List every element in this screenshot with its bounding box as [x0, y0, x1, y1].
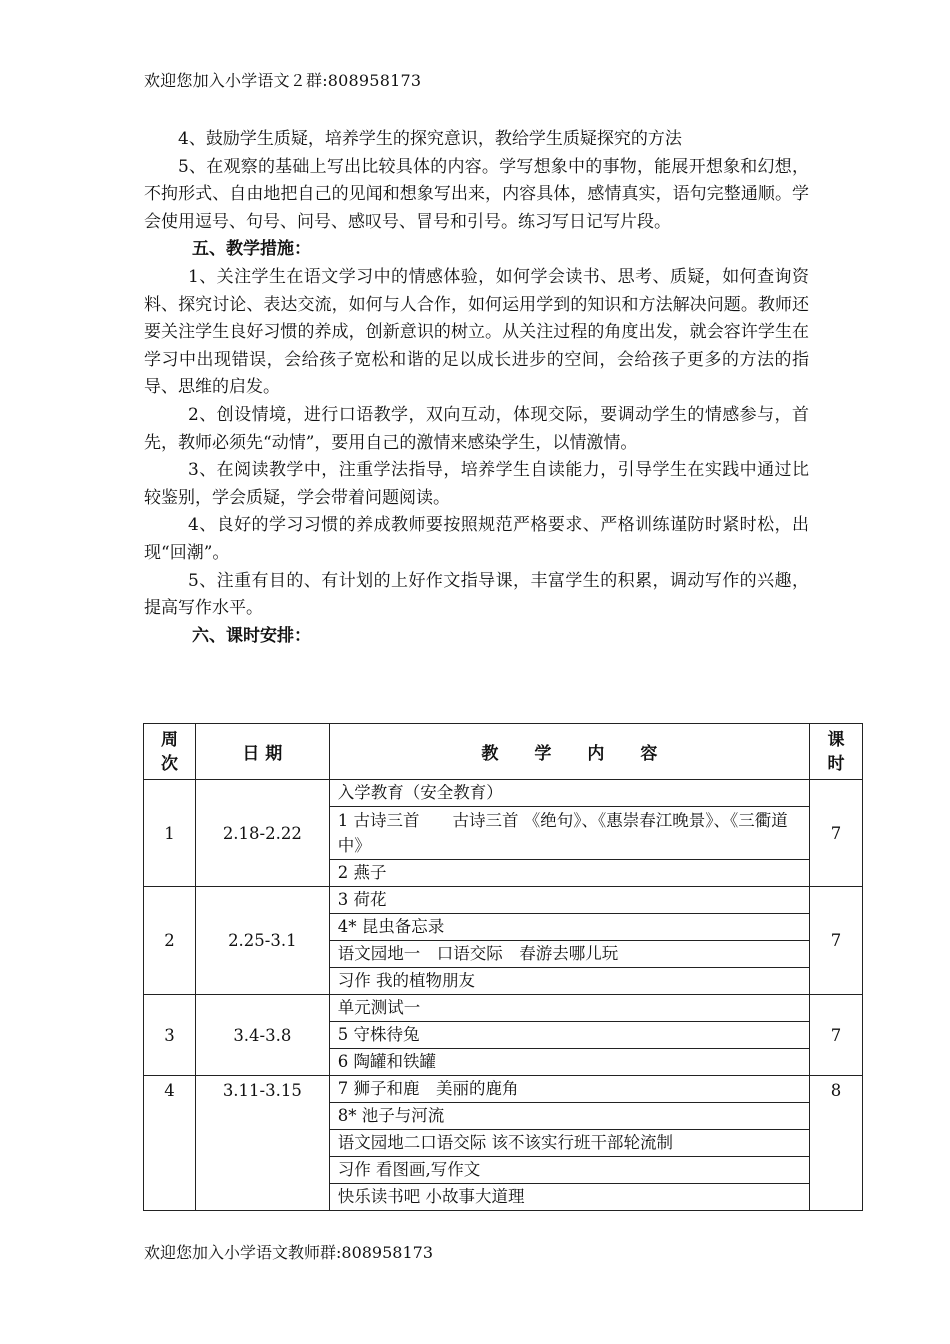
measure-2: 2、创设情境，进行口语教学，双向互动，体现交际，要调动学生的情感参与，首先，教师必须先“动情”，要用自己的激情来感染学生，以情激情。	[144, 404, 809, 453]
lesson-hours: 7	[810, 780, 863, 887]
header-hours: 课 时	[810, 724, 863, 780]
section-5-title: 五、教学措施：	[192, 239, 311, 260]
section-6-title: 六、课时安排：	[192, 625, 311, 646]
lesson-item: 6 陶罐和铁罐	[329, 1049, 809, 1076]
week-date: 3.4-3.8	[195, 995, 329, 1076]
lesson-hours: 7	[810, 995, 863, 1076]
table-row	[144, 995, 863, 1022]
lesson-item: 语文园地二口语交际 该不该实行班干部轮流制	[329, 1130, 809, 1157]
lesson-item: 单元测试一	[329, 995, 809, 1022]
measure-3: 3、在阅读教学中，注重学法指导，培养学生自读能力，引导学生在实践中通过比较鉴别，学会质疑，学会带着问题阅读。	[144, 460, 809, 508]
measure-1: 1、关注学生在语文学习中的情感体验，如何学会读书、思考、质疑，如何查询资料、探究讨论、表达交流，如何与人合作，如何运用学到的知识和方法解决问题。教师还要关注学生良好习惯的养成，创新意识的树立。从关注过程的角度出发，就会容许学生在学习中出现错误，会给孩子宽松和谐的足以成长进步的空间，会给孩子更多的方法的指导、思维的启发。	[144, 266, 809, 398]
measure-5: 5、注重有目的、有计划的上好作文指导课，丰富学生的积累，调动写作的兴趣，提高写作水平。	[144, 570, 809, 619]
lesson-item: 习作 我的植物朋友	[329, 968, 809, 995]
lesson-item: 8* 池子与河流	[329, 1103, 809, 1130]
week-date: 2.18-2.22	[195, 780, 329, 887]
lesson-item: 5 守株待兔	[329, 1022, 809, 1049]
goal-4: 4、鼓励学生质疑，培养学生的探究意识，教给学生质疑探究的方法	[178, 129, 682, 149]
table-row	[144, 780, 863, 807]
lesson-item: 7 狮子和鹿 美丽的鹿角	[329, 1076, 809, 1103]
lesson-item: 2 燕子	[329, 860, 809, 887]
goal-5: 5、在观察的基础上写出比较具体的内容。学写想象中的事物，能展开想象和幻想，不拘形式、自由地把自己的见闻和想象写出来，内容具体，感情真实，语句完整通顺。学会使用逗号、句号、问号、感叹号、冒号和引号。练习写日记写片段。	[144, 156, 809, 232]
table-row	[144, 1076, 863, 1103]
lesson-item: 4* 昆虫备忘录	[329, 914, 809, 941]
lesson-item: 3 荷花	[329, 887, 809, 914]
lesson-item: 入学教育（安全教育）	[329, 780, 809, 807]
header-date: 日 期	[195, 724, 329, 780]
document-body	[144, 126, 809, 650]
lesson-hours: 8	[810, 1076, 863, 1211]
table-header-row	[144, 724, 863, 780]
lesson-hours: 7	[810, 887, 863, 995]
week-number: 4	[144, 1076, 196, 1211]
lesson-item: 语文园地一 口语交际 春游去哪儿玩	[329, 941, 809, 968]
header-content: 教学内容	[329, 724, 809, 780]
measure-4: 4、良好的学习习惯的养成教师要按照规范严格要求、严格训练谨防时紧时松，出现“回潮”。	[144, 515, 809, 563]
page-footer: 欢迎您加入小学语文教师群:808958173	[144, 1243, 434, 1262]
week-number: 3	[144, 995, 196, 1076]
page-header: 欢迎您加入小学语文２群:808958173	[144, 71, 422, 90]
lesson-item: 习作 看图画,写作文	[329, 1157, 809, 1184]
week-date: 3.11-3.15	[195, 1076, 329, 1211]
lesson-item: 1 古诗三首 古诗三首 《绝句》、《惠崇春江晚景》、《三衢道中》	[329, 807, 809, 860]
week-number: 1	[144, 780, 196, 887]
lesson-item: 快乐读书吧 小故事大道理	[329, 1184, 809, 1211]
week-number: 2	[144, 887, 196, 995]
header-week: 周 次	[144, 724, 196, 780]
table-row	[144, 887, 863, 914]
schedule-table	[143, 723, 863, 1211]
week-date: 2.25-3.1	[195, 887, 329, 995]
